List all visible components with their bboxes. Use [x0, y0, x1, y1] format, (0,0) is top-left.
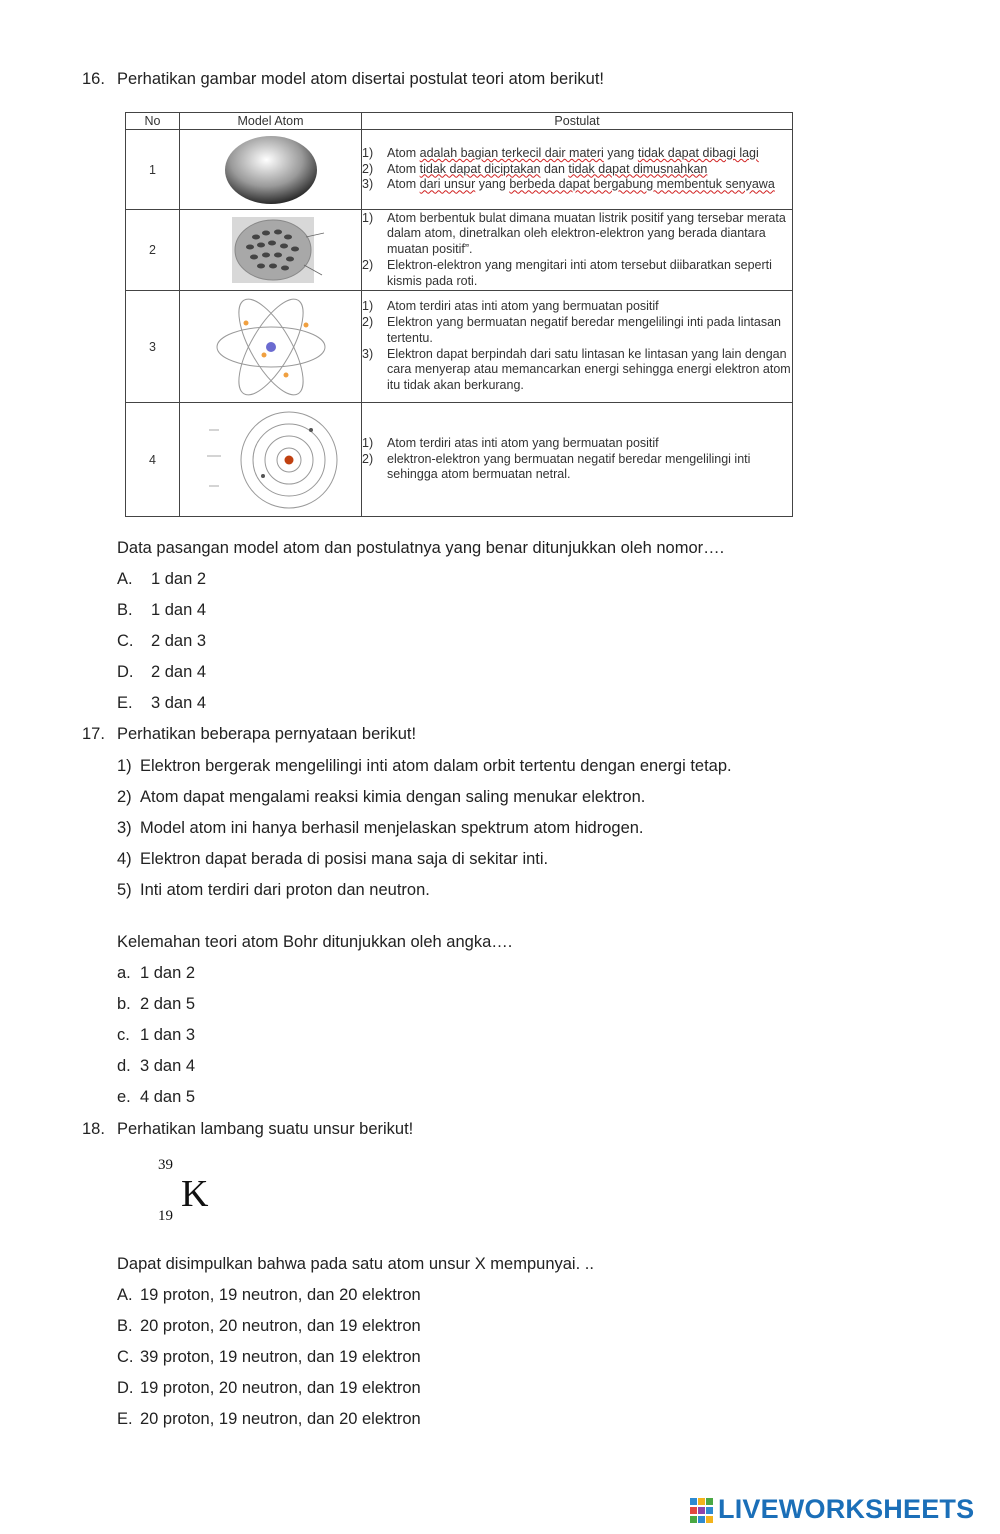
postulate-num: 1) — [362, 210, 374, 225]
postulate-text: Elektron-elektron yang mengitari inti atom tersebut diibaratkan seperti kismis pada roti. — [387, 257, 772, 288]
postulate-num: 2) — [362, 161, 374, 176]
mass-number: 39 — [158, 1157, 173, 1173]
postulate-num: 2) — [362, 314, 374, 329]
option-text[interactable]: 39 proton, 19 neutron, dan 19 elektron — [140, 1348, 421, 1366]
statement-num: 2) — [117, 788, 132, 806]
table-row — [126, 210, 793, 291]
statement-text: Elektron bergerak mengelilingi inti atom dalam orbit tertentu dengan energi tetap. — [140, 757, 732, 775]
header-no: No — [126, 113, 180, 130]
postulate-num: 2) — [362, 451, 374, 466]
option-label: E. — [117, 1410, 133, 1428]
option-text[interactable]: 3 dan 4 — [140, 1057, 196, 1075]
postulate-text: Atom berbentuk bulat dimana muatan listrik positif yang tersebar merata dalam atom, dinetralkan oleh elektron-elektron yang berada diantara muatan positif”. — [387, 210, 786, 257]
option-text[interactable]: 2 dan 5 — [140, 995, 196, 1013]
statement-num: 4) — [117, 850, 132, 868]
element-letter: K — [181, 1173, 209, 1215]
option-label: a. — [117, 964, 131, 982]
option-text[interactable]: 4 dan 5 — [140, 1088, 196, 1106]
option-label: D. — [117, 663, 134, 681]
option-label: d. — [117, 1057, 131, 1075]
option-label: E. — [117, 694, 133, 712]
bohr-orbits-image — [211, 295, 331, 399]
q18-text: Perhatikan lambang suatu unsur berikut! — [117, 1120, 414, 1138]
option-label: A. — [117, 570, 133, 588]
statement-text: Inti atom terdiri dari proton dan neutron. — [140, 881, 430, 899]
row-no: 3 — [126, 291, 180, 403]
table-header-row — [126, 113, 793, 130]
postulate-text: Elektron dapat berpindah dari satu lintasan ke lintasan yang lain dengan cara menyerap atau memancarkan energi sehingga energi elektron atom itu tidak akan berkurang. — [387, 346, 791, 393]
table-row — [126, 130, 793, 210]
postulate-text: Atom terdiri atas inti atom yang bermuatan positif — [387, 299, 659, 314]
liveworksheets-logo — [690, 1494, 990, 1526]
option-text[interactable]: 19 proton, 19 neutron, dan 20 elektron — [140, 1286, 421, 1304]
thomson-plum-pudding-image — [206, 215, 336, 285]
option-label: B. — [117, 1317, 133, 1335]
table-row — [126, 403, 793, 517]
option-label: b. — [117, 995, 131, 1013]
postulate-text: Atom adalah bagian terkecil dair materi yang tidak dapat dibagi lagi — [387, 145, 759, 160]
statement-text: Elektron dapat berada di posisi mana saja di sekitar inti. — [140, 850, 549, 868]
statement-num: 1) — [117, 757, 132, 775]
postulate-num: 1) — [362, 299, 374, 314]
option-text[interactable]: 19 proton, 20 neutron, dan 19 elektron — [140, 1379, 421, 1397]
option-text[interactable]: 1 dan 2 — [140, 964, 196, 982]
postulate-text: Atom tidak dapat diciptakan dan tidak dapat dimusnahkan — [387, 161, 708, 176]
statement-num: 3) — [117, 819, 132, 837]
q18-number: 18. — [82, 1120, 105, 1138]
option-label: e. — [117, 1088, 131, 1106]
rutherford-model-image — [201, 408, 341, 512]
row-no: 4 — [126, 403, 180, 517]
option-text[interactable]: 2 dan 4 — [151, 663, 207, 681]
option-text[interactable]: 20 proton, 20 neutron, dan 19 elektron — [140, 1317, 421, 1335]
atomic-number: 19 — [158, 1208, 173, 1224]
row-no: 2 — [126, 210, 180, 291]
postulate-num: 3) — [362, 346, 374, 361]
atom-model-table — [125, 112, 791, 517]
option-label: A. — [117, 1286, 133, 1304]
header-postulat: Postulat — [362, 113, 793, 130]
statement-text: Model atom ini hanya berhasil menjelaskan spektrum atom hidrogen. — [140, 819, 644, 837]
option-label: C. — [117, 1348, 134, 1366]
header-model: Model Atom — [180, 113, 362, 130]
option-text[interactable]: 1 dan 2 — [151, 570, 207, 588]
postulate-num: 2) — [362, 257, 374, 272]
option-text[interactable]: 20 proton, 19 neutron, dan 20 elektron — [140, 1410, 421, 1428]
q17-text: Perhatikan beberapa pernyataan berikut! — [117, 725, 417, 743]
logo-text: LIVEWORKSHEETS — [718, 1494, 975, 1524]
postulate-num: 3) — [362, 177, 374, 192]
option-label: B. — [117, 601, 133, 619]
q18-question: Dapat disimpulkan bahwa pada satu atom unsur X mempunyai. .. — [117, 1255, 594, 1273]
postulate-text: elektron-elektron yang bermuatan negatif beredar mengelilingi inti sehingga atom bermuatan netral. — [387, 451, 751, 482]
table-row — [126, 291, 793, 403]
postulate-text: Elektron yang bermuatan negatif beredar mengelilingi inti pada lintasan tertentu. — [387, 314, 782, 345]
statement-num: 5) — [117, 881, 132, 899]
option-text[interactable]: 1 dan 3 — [140, 1026, 196, 1044]
q16-text: Perhatikan gambar model atom disertai postulat teori atom berikut! — [117, 70, 604, 88]
option-label: D. — [117, 1379, 134, 1397]
option-label: c. — [117, 1026, 130, 1044]
postulate-text: Atom dari unsur yang berbeda dapat bergabung membentuk senyawa — [387, 177, 775, 192]
option-text[interactable]: 2 dan 3 — [151, 632, 207, 650]
option-label: C. — [117, 632, 134, 650]
option-text[interactable]: 1 dan 4 — [151, 601, 207, 619]
q17-number: 17. — [82, 725, 105, 743]
dalton-sphere-image — [221, 134, 321, 206]
postulate-text: Atom terdiri atas inti atom yang bermuatan positif — [387, 435, 659, 450]
option-text[interactable]: 3 dan 4 — [151, 694, 207, 712]
statement-text: Atom dapat mengalami reaksi kimia dengan saling menukar elektron. — [140, 788, 646, 806]
q17-question: Kelemahan teori atom Bohr ditunjukkan oleh angka…. — [117, 933, 513, 951]
row-no: 1 — [126, 130, 180, 210]
logo-icon — [690, 1498, 714, 1524]
q16-question: Data pasangan model atom dan postulatnya yang benar ditunjukkan oleh nomor…. — [117, 539, 725, 557]
q16-number: 16. — [82, 70, 105, 88]
postulate-num: 1) — [362, 435, 374, 450]
postulate-num: 1) — [362, 145, 374, 160]
element-symbol — [157, 1155, 227, 1230]
